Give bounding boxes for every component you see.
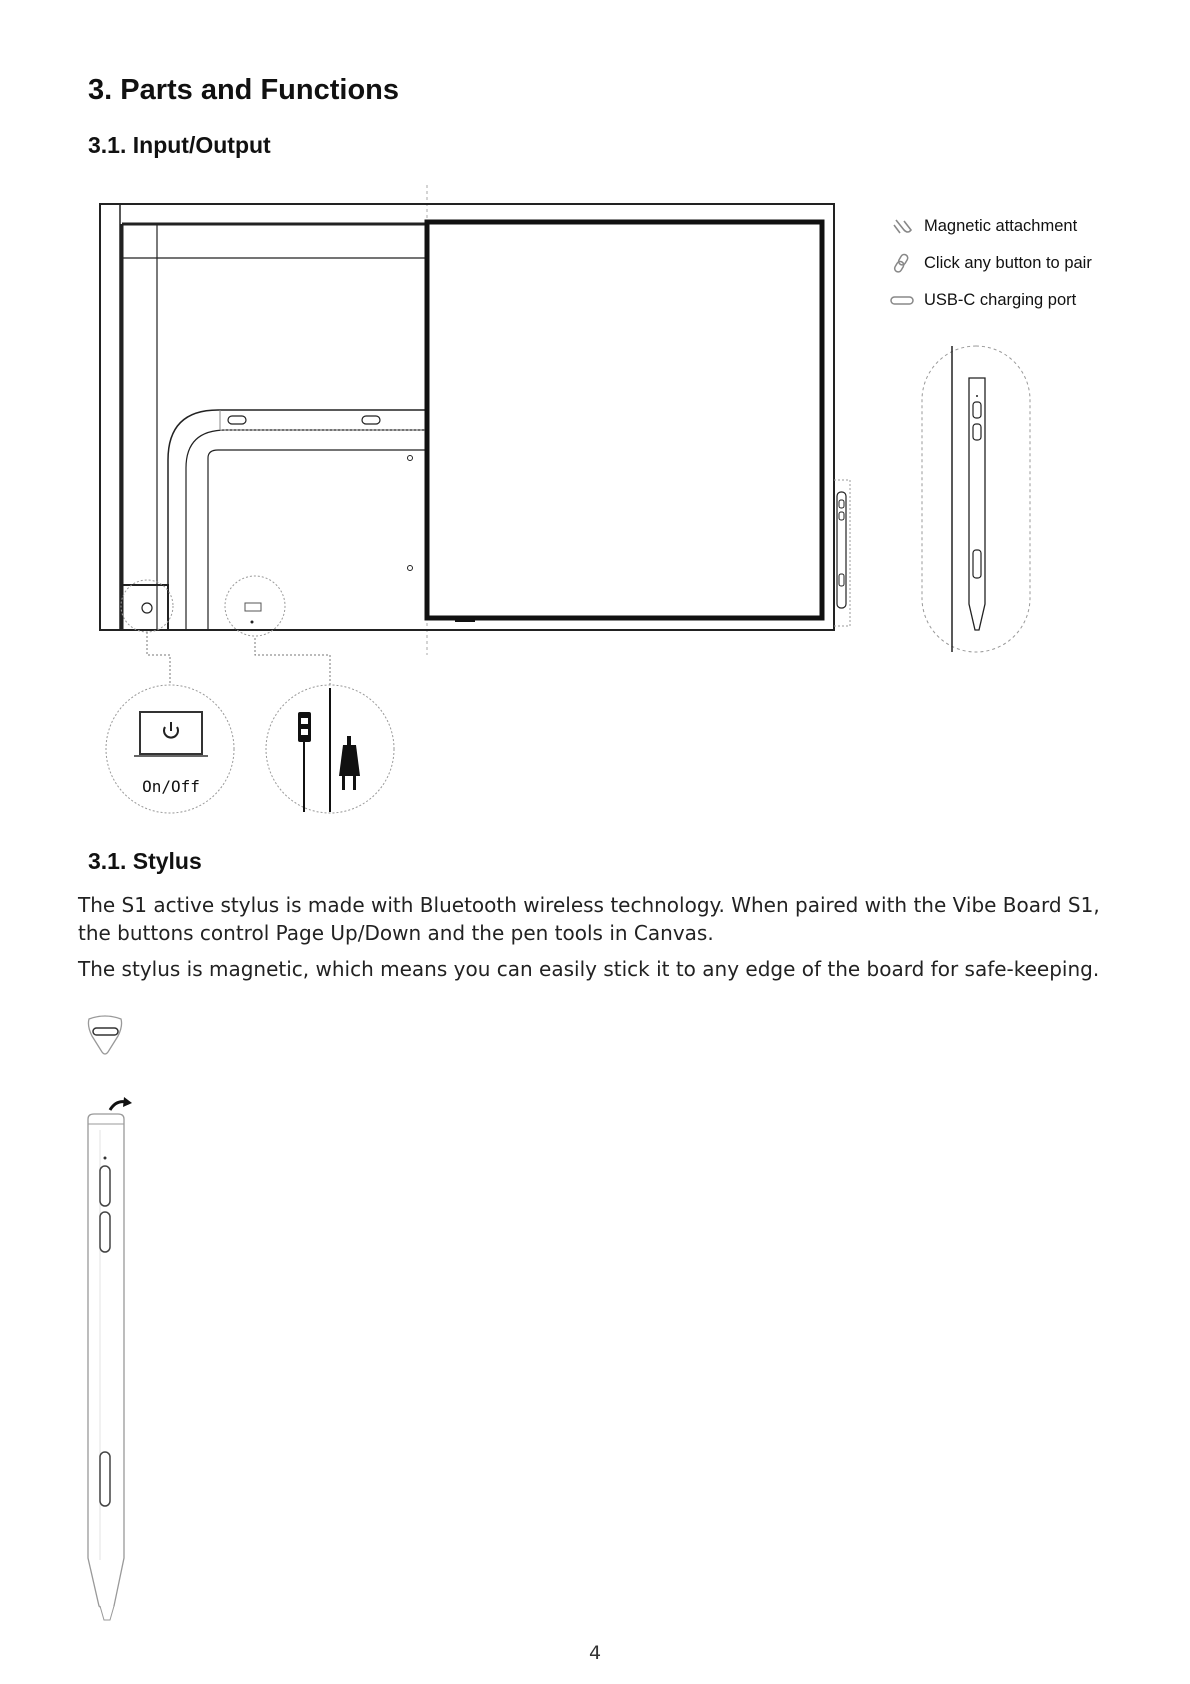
legend-item-magnetic xyxy=(890,216,1077,236)
paragraph-stylus-magnetic: The stylus is magnetic, which means you can easily stick it to any edge of the board for safe-keeping. xyxy=(78,957,1100,981)
page-heading: 3. Parts and Functions xyxy=(88,74,399,106)
usb-c-port-icon xyxy=(890,290,916,310)
paragraph-stylus-bluetooth: The S1 active stylus is made with Bluetooth wireless technology. When paired with the Vibe Board S1, the buttons control Page Up/Down and the pen tools in Canvas. xyxy=(78,893,1100,945)
legend-item-pair xyxy=(890,253,1092,273)
legend-item-usbc xyxy=(890,290,1076,310)
page-number: 4 xyxy=(588,1642,602,1664)
legend-label: Magnetic attachment xyxy=(924,216,1078,235)
section-title-stylus: 3.1. Stylus xyxy=(88,848,202,874)
board-diagram xyxy=(0,0,1190,830)
section-title-input-output: 3.1. Input/Output xyxy=(88,132,271,158)
link-icon xyxy=(890,253,916,273)
power-label: On/Off xyxy=(142,777,200,796)
magnet-clip-icon xyxy=(890,216,916,236)
legend-label: Click any button to pair xyxy=(924,253,1092,272)
legend-label: USB-C charging port xyxy=(924,290,1077,309)
